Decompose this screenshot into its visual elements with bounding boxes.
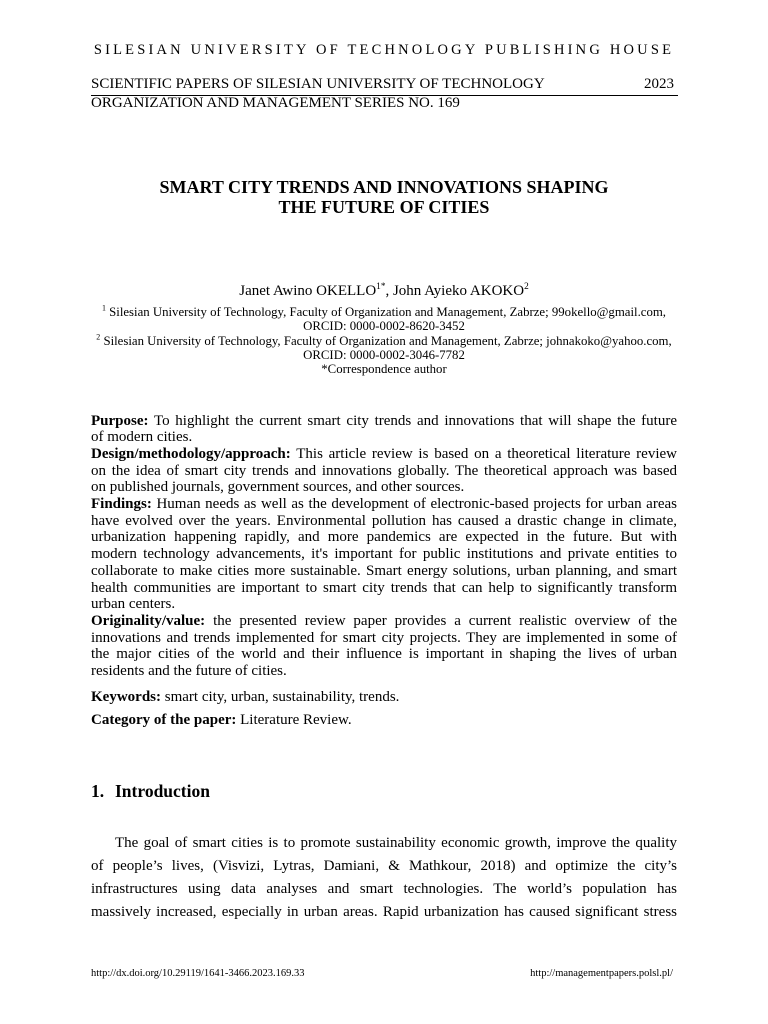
- abstract-line: urban centers.: [91, 596, 176, 613]
- title-line: SMART CITY TRENDS AND INNOVATIONS SHAPING: [159, 177, 609, 197]
- author-separator: ,: [385, 283, 393, 299]
- category-text: Literature Review.: [240, 711, 352, 728]
- body-paragraph: [91, 832, 677, 924]
- abstract-line-text: Human needs as well as the development of electronic-based projects for urban areas: [156, 496, 677, 513]
- abstract-line-text: the presented review paper provides a current realistic overview of the: [213, 612, 677, 629]
- abstract-line: innovations and trends implemented for smart city projects. They are implemented in some of: [91, 629, 677, 646]
- abstract-line: residents and the future of cities.: [91, 663, 287, 680]
- abstract: [91, 413, 677, 680]
- abstract-line: health communities are important to smart city trends that can help to significantly transform: [91, 579, 677, 596]
- abstract-line: have evolved over the years. Environmental pollution has caused a drastic change in climate,: [91, 512, 677, 529]
- abstract-purpose-label: Purpose:: [91, 412, 149, 429]
- abstract-line: [91, 613, 677, 630]
- abstract-line: modern technology advancements, it's important for public institutions and private entities to: [91, 546, 677, 563]
- keywords-label: Keywords:: [91, 688, 161, 705]
- author-affiliation-mark: 2: [524, 282, 529, 292]
- affiliations: [91, 305, 677, 376]
- paper-category-line: [91, 712, 677, 729]
- keywords-text: smart city, urban, sustainability, trends.: [164, 688, 400, 705]
- abstract-line: of modern cities.: [91, 429, 193, 446]
- title-line: THE FUTURE OF CITIES: [278, 197, 490, 217]
- affiliation-line: [91, 305, 677, 319]
- author-affiliation-mark: 1*: [376, 282, 386, 292]
- journal-website-text: http://managementpapers.polsl.pl/: [530, 968, 673, 979]
- category-label: Category of the paper:: [91, 711, 237, 728]
- abstract-line: on the idea of smart city trends and innovations globally. The theoretical approach was based: [91, 462, 677, 479]
- publisher-header: SILESIAN UNIVERSITY OF TECHNOLOGY PUBLISHING HOUSE: [93, 42, 675, 58]
- section-title: Introduction: [115, 781, 210, 801]
- abstract-line-text: This article review is based on a theoretical literature review: [296, 445, 677, 462]
- journal-header-row: [91, 75, 674, 93]
- publication-year: 2023: [644, 76, 674, 92]
- series-title: ORGANIZATION AND MANAGEMENT SERIES NO. 169: [91, 95, 460, 111]
- orcid-line: ORCID: 0000-0002-8620-3452: [303, 319, 465, 334]
- orcid-line: ORCID: 0000-0002-3046-7782: [303, 347, 465, 362]
- page-footer: [91, 968, 673, 980]
- abstract-originality-label: Originality/value:: [91, 612, 206, 629]
- abstract-findings-label: Findings:: [91, 496, 152, 513]
- body-line: The goal of smart cities is to promote sustainability economic growth, improve the quality: [115, 834, 677, 851]
- abstract-line: [91, 413, 677, 430]
- abstract-design-label: Design/methodology/approach:: [91, 445, 291, 462]
- abstract-line: on published journals, government sources, and other sources.: [91, 479, 465, 496]
- paper-title: [91, 177, 677, 217]
- section-heading: [91, 781, 677, 801]
- keywords-line: [91, 689, 677, 706]
- correspondence-note: *Correspondence author: [321, 362, 447, 377]
- abstract-line: [91, 496, 677, 513]
- abstract-line-text: To highlight the current smart city trends and innovations that will shape the future: [153, 412, 678, 429]
- author-list: [91, 282, 677, 300]
- body-line: of people’s lives, (Visvizi, Lytras, Damiani, & Mathkour, 2018) and optimize the city’s: [91, 857, 677, 874]
- affiliation-text: Silesian University of Technology, Faculty of Organization and Management, Zabrze; 99okello@gmail.com,: [109, 305, 667, 319]
- abstract-line: urbanization happening rapidly, and more pandemics are expected in the future. But with: [91, 529, 677, 546]
- body-line: infrastructures using data analyses and smart technologies. The world’s population has: [91, 880, 677, 897]
- affiliation-text: Silesian University of Technology, Faculty of Organization and Management, Zabrze; johnakoko@yahoo.com,: [103, 333, 672, 348]
- author-name: Janet Awino OKELLO: [239, 283, 377, 299]
- abstract-line: collaborate to make cities more sustainable. Smart energy solutions, urban planning, and smart: [91, 562, 677, 579]
- abstract-line: the major cities of the world and their influence is important in shaping the lives of urban: [91, 646, 677, 663]
- affiliation-line: [91, 334, 677, 348]
- section-number: 1.: [91, 781, 105, 801]
- author-name: John Ayieko AKOKO: [392, 283, 525, 299]
- affiliation-mark: 1: [101, 303, 106, 313]
- journal-title: SCIENTIFIC PAPERS OF SILESIAN UNIVERSITY OF TECHNOLOGY: [91, 76, 545, 92]
- abstract-line: [91, 446, 677, 463]
- doi-text: http://dx.doi.org/10.29119/1641-3466.2023.169.33: [91, 968, 305, 979]
- affiliation-mark: 2: [96, 332, 101, 342]
- body-line: massively increased, especially in urban areas. Rapid urbanization has caused significant stress: [91, 903, 677, 920]
